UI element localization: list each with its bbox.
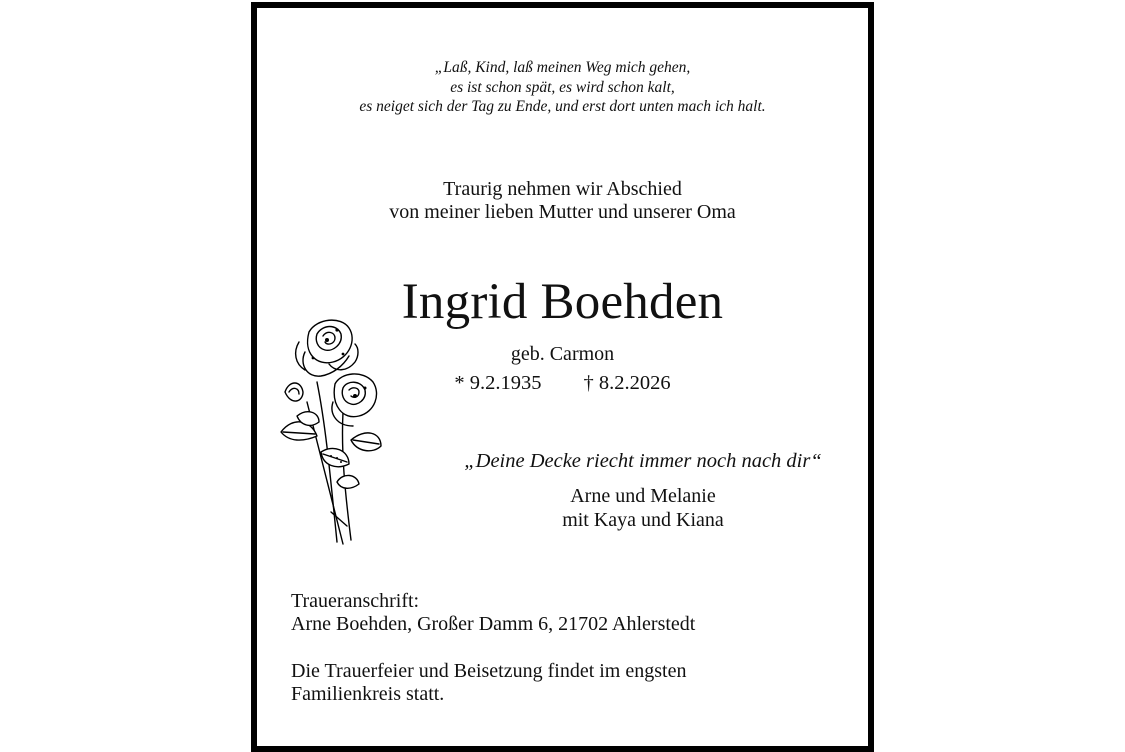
motto-line: „Laß, Kind, laß meinen Weg mich gehen,	[434, 59, 691, 76]
intro-line: Traurig nehmen wir Abschied	[443, 178, 682, 200]
address-label: Traueranschrift:	[291, 590, 420, 612]
motto-line: es ist schon spät, es wird schon kalt,	[450, 78, 675, 96]
birth-name: geb. Carmon	[510, 343, 615, 365]
ceremony-note	[291, 660, 851, 706]
intro-line: von meiner lieben Mutter und unserer Oma	[389, 201, 736, 223]
roses-icon	[277, 312, 389, 552]
birth-date: * 9.2.1935	[454, 372, 542, 394]
family-signature	[433, 484, 853, 532]
ceremony-line: Familienkreis statt.	[291, 683, 445, 705]
farewell-intro	[257, 178, 868, 224]
family-line: mit Kaya und Kiana	[562, 509, 724, 531]
motto-line: es neiget sich der Tag zu Ende, und erst dort unten mach ich halt.	[359, 98, 766, 115]
deceased-name: Ingrid Boehden	[401, 274, 724, 330]
family-quote: „Deine Decke riecht immer noch nach dir“	[464, 450, 822, 472]
ceremony-line: Die Trauerfeier und Beisetzung findet im engsten	[291, 660, 687, 682]
obituary-notice	[251, 2, 874, 752]
family-line: Arne und Melanie	[570, 485, 716, 507]
death-date: † 8.2.2026	[583, 372, 671, 394]
address-text: Arne Boehden, Großer Damm 6, 21702 Ahlerstedt	[291, 613, 696, 635]
mourning-address	[291, 590, 851, 636]
motto-poem	[257, 58, 868, 117]
